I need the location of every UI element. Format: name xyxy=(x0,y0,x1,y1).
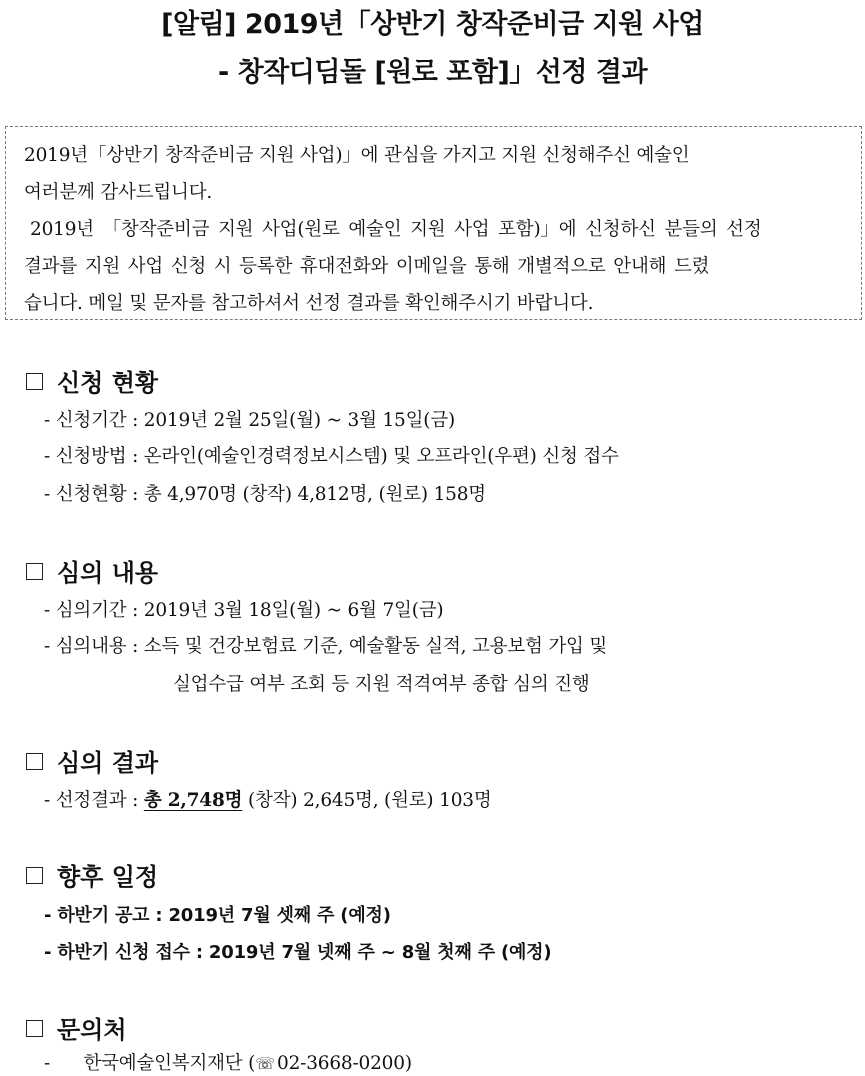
page-title-line-1: [알림] 2019년「상반기 창작준비금 지원 사업 xyxy=(161,9,704,40)
application-status: - 신청현황 : 총 4,970명 (창작) 4,812명, (원로) 158명 xyxy=(44,484,486,505)
selection-result xyxy=(44,786,492,812)
review-content-line-2: 실업수급 여부 조회 등 지원 적격여부 종합 심의 진행 xyxy=(173,674,590,695)
section-heading-schedule xyxy=(26,857,158,892)
contact-organization: 한국예술인복지재단 xyxy=(83,1053,243,1074)
section-heading-text: 문의처 xyxy=(57,1016,127,1044)
contact-dash: - xyxy=(44,1053,51,1074)
checkbox-square-icon xyxy=(26,867,43,884)
schedule-application: - 하반기 신청 접수 : 2019년 7월 넷째 주 ~ 8월 첫째 주 (예정) xyxy=(44,942,552,963)
intro-text-line: 습니다. 메일 및 문자를 참고하셔서 선정 결과를 확인해주시기 바랍니다. xyxy=(24,293,594,314)
intro-text-line: 결과를 지원 사업 신청 시 등록한 휴대전화와 이메일을 통해 개별적으로 안내해 드렸 xyxy=(24,256,710,277)
section-heading-text: 심의 내용 xyxy=(57,559,159,587)
schedule-announcement: - 하반기 공고 : 2019년 7월 셋째 주 (예정) xyxy=(44,905,391,926)
checkbox-square-icon xyxy=(26,753,43,770)
section-heading-text: 심의 결과 xyxy=(57,749,159,777)
section-heading-text: 신청 현황 xyxy=(57,369,159,397)
selection-breakdown: (창작) 2,645명, (원로) 103명 xyxy=(242,790,492,811)
review-content-line-1: - 심의내용 : 소득 및 건강보험료 기준, 예술활동 실적, 고용보험 가입 및 xyxy=(44,636,608,657)
selection-total: 총 2,748명 xyxy=(143,790,243,811)
checkbox-square-icon xyxy=(26,373,43,390)
checkbox-square-icon xyxy=(26,1020,43,1037)
selection-result-label: - 선정결과 : xyxy=(44,790,144,811)
section-heading-text: 향후 일정 xyxy=(57,863,159,891)
intro-text-line: 2019년 「창작준비금 지원 사업(원로 예술인 지원 사업 포함)」에 신청하신 분들의 선정 xyxy=(30,219,762,240)
contact-info: - 한국예술인복지재단 (☏ 02-3668-0200) xyxy=(44,1053,412,1074)
review-period: - 심의기간 : 2019년 3월 18일(월) ~ 6월 7일(금) xyxy=(44,600,444,621)
intro-text-line: 2019년「상반기 창작준비금 지원 사업)」에 관심을 가지고 지원 신청해주신 예술인 xyxy=(24,145,690,166)
section-heading-result xyxy=(26,743,158,778)
intro-text-line: 여러분께 감사드립니다. xyxy=(24,182,213,203)
section-heading-application xyxy=(26,363,158,398)
section-heading-review xyxy=(26,553,158,588)
application-period: - 신청기간 : 2019년 2월 25일(월) ~ 3월 15일(금) xyxy=(44,410,455,431)
checkbox-square-icon xyxy=(26,563,43,580)
contact-phone: 02-3668-0200 xyxy=(277,1053,405,1074)
intro-notice-box xyxy=(5,126,862,320)
page-title-line-2: - 창작디딤돌 [원로 포함]」선정 결과 xyxy=(217,57,648,88)
application-method: - 신청방법 : 온라인(예술인경력정보시스템) 및 오프라인(우편) 신청 접수 xyxy=(44,446,619,467)
telephone-icon: ☏ xyxy=(255,1054,276,1073)
section-heading-contact xyxy=(26,1010,127,1045)
